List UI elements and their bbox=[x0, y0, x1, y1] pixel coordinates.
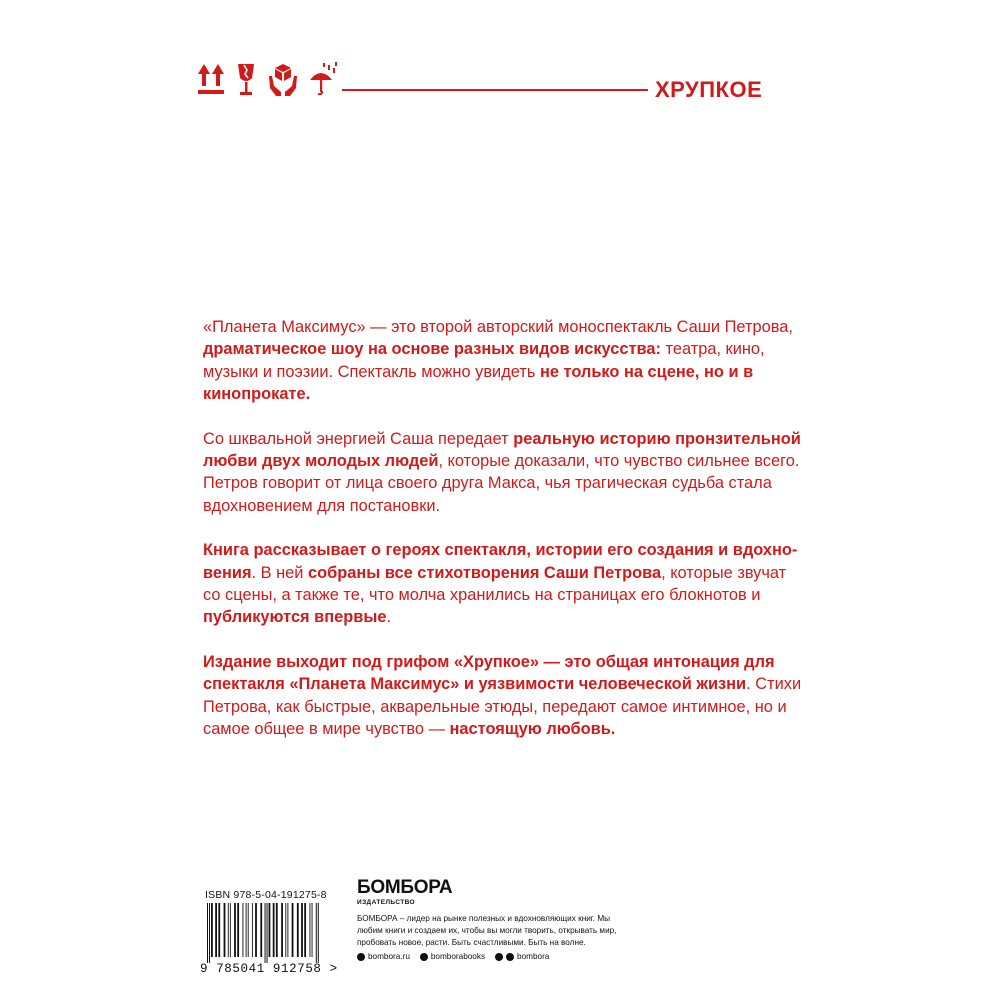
youtube-icon bbox=[495, 953, 503, 961]
social-vk[interactable] bbox=[420, 952, 485, 961]
handling-icons bbox=[198, 62, 338, 102]
barcode-bar bbox=[276, 903, 278, 957]
p4-bold-c: настоящую любовь. bbox=[449, 720, 616, 739]
barcode-bar bbox=[234, 903, 236, 957]
barcode-bar bbox=[287, 903, 288, 957]
barcode-bar bbox=[255, 903, 257, 957]
telegram-icon bbox=[506, 953, 514, 961]
description bbox=[203, 316, 803, 763]
barcode-bar bbox=[316, 903, 317, 963]
publisher-subtitle: ИЗДАТЕЛЬСТВО bbox=[357, 899, 416, 906]
p4-text-b: . Стихи Петрова, как быстрые, акварельные этюды, передают самое интимное, но и самое общее в мире чувство — bbox=[203, 675, 802, 739]
barcode-bar bbox=[218, 903, 220, 957]
p3-text-d: , которые звучат со сцены, а также те, что молча хранились на страницах его блокнотов и bbox=[203, 563, 787, 605]
barcode-bar bbox=[228, 903, 229, 957]
barcode-bar bbox=[267, 903, 268, 963]
barcode-bar bbox=[243, 903, 244, 957]
barcode-bar bbox=[246, 903, 247, 957]
publisher-description: БОМБОРА – лидер на рынке полезных и вдохновляющих книг. Мы любим книги и создаем их, чтобы вы могли творить, открывать мир, пробовать новое, расти. Быть счастливыми. Быть на волне. bbox=[357, 914, 617, 947]
barcode-bar bbox=[265, 903, 266, 963]
handle-with-care-icon bbox=[268, 62, 298, 98]
barcode-bar bbox=[224, 903, 226, 957]
p1-text-c: театра, кино, музыки и поэзии. Спектакль можно увидеть bbox=[203, 340, 765, 381]
instagram-icon bbox=[357, 953, 365, 961]
barcode-bar bbox=[215, 903, 217, 957]
keep-dry-umbrella-icon bbox=[308, 62, 338, 98]
paragraph-1 bbox=[203, 316, 803, 406]
barcode-bar bbox=[312, 903, 313, 957]
barcode-digits: 9 785041 912758 > bbox=[200, 962, 338, 976]
p2-text-c: , которые доказали, что чувство сильнее всего. Петров говорит от лица своего друга Макса, чья трагическая судьба стала вдохновением для постановки. bbox=[203, 452, 800, 515]
social-telegram[interactable] bbox=[495, 952, 549, 961]
publisher-logo bbox=[357, 878, 452, 906]
barcode-bar bbox=[209, 903, 210, 963]
barcode-bar bbox=[292, 903, 294, 957]
publisher-socials bbox=[357, 952, 549, 961]
fragile-label: ХРУПКОЕ bbox=[655, 77, 763, 102]
social-site-label: bombora.ru bbox=[368, 952, 410, 961]
barcode-bar bbox=[281, 903, 283, 957]
p1-bold-d: не только на сцене, но и в кинопрокате. bbox=[203, 362, 754, 404]
social-telegram-label: bombora bbox=[517, 952, 550, 961]
p3-text-f: . bbox=[386, 608, 392, 627]
p3-bold-e: публикуются впервые bbox=[203, 608, 387, 627]
barcode-bar bbox=[211, 903, 213, 957]
p4-bold-a: Издание выходит под грифом «Хрупкое» — это общая интонация для спектакля «Планета Максимус» и уязвимости человеческой жизни bbox=[203, 652, 775, 694]
vk-icon bbox=[420, 953, 428, 961]
barcode-bar bbox=[260, 903, 262, 957]
barcode-bar bbox=[237, 903, 239, 957]
barcode-bar bbox=[297, 903, 299, 957]
isbn-barcode bbox=[205, 903, 343, 963]
barcode-bar bbox=[269, 903, 271, 957]
isbn-label: ISBN 978-5-04-191275-8 bbox=[205, 889, 327, 901]
barcode-bar bbox=[310, 903, 311, 957]
barcode-bar bbox=[301, 903, 303, 957]
barcode-bar bbox=[248, 903, 249, 957]
paragraph-3 bbox=[203, 539, 803, 629]
social-vk-label: bomborabooks bbox=[430, 952, 486, 961]
p1-bold-b: драматическое шоу на основе разных видов искусства: bbox=[203, 340, 661, 359]
barcode-bar bbox=[318, 903, 319, 963]
barcode-bar bbox=[207, 903, 208, 963]
barcode-bar bbox=[230, 903, 231, 957]
p2-bold-b: реальную историю пронзительной любви двух молодых людей bbox=[203, 429, 801, 471]
header-rule bbox=[342, 89, 648, 91]
barcode-bar bbox=[252, 903, 253, 957]
this-side-up-arrows-icon bbox=[198, 62, 224, 98]
p3-bold-a: Книга рассказывает о героях спектакля, истории его создания и вдохновения bbox=[203, 541, 798, 582]
social-site[interactable] bbox=[357, 952, 410, 961]
barcode-bar bbox=[285, 903, 286, 957]
barcode-bar bbox=[304, 903, 306, 957]
p1-text-a: «Планета Максимус» — это второй авторский моноспектакль Саши Петрова, bbox=[203, 318, 793, 336]
p3-text-b: . В ней bbox=[251, 563, 308, 582]
fragile-glass-icon bbox=[236, 62, 256, 98]
p3-bold-c: собраны все стихотворения Саши Петрова bbox=[308, 563, 662, 582]
publisher-name: БОМБОРА bbox=[357, 877, 453, 898]
barcode-bar bbox=[273, 903, 275, 957]
p2-text-a: Со шквальной энергией Саша передает bbox=[203, 429, 514, 448]
paragraph-4 bbox=[203, 651, 803, 741]
paragraph-2 bbox=[203, 428, 803, 518]
